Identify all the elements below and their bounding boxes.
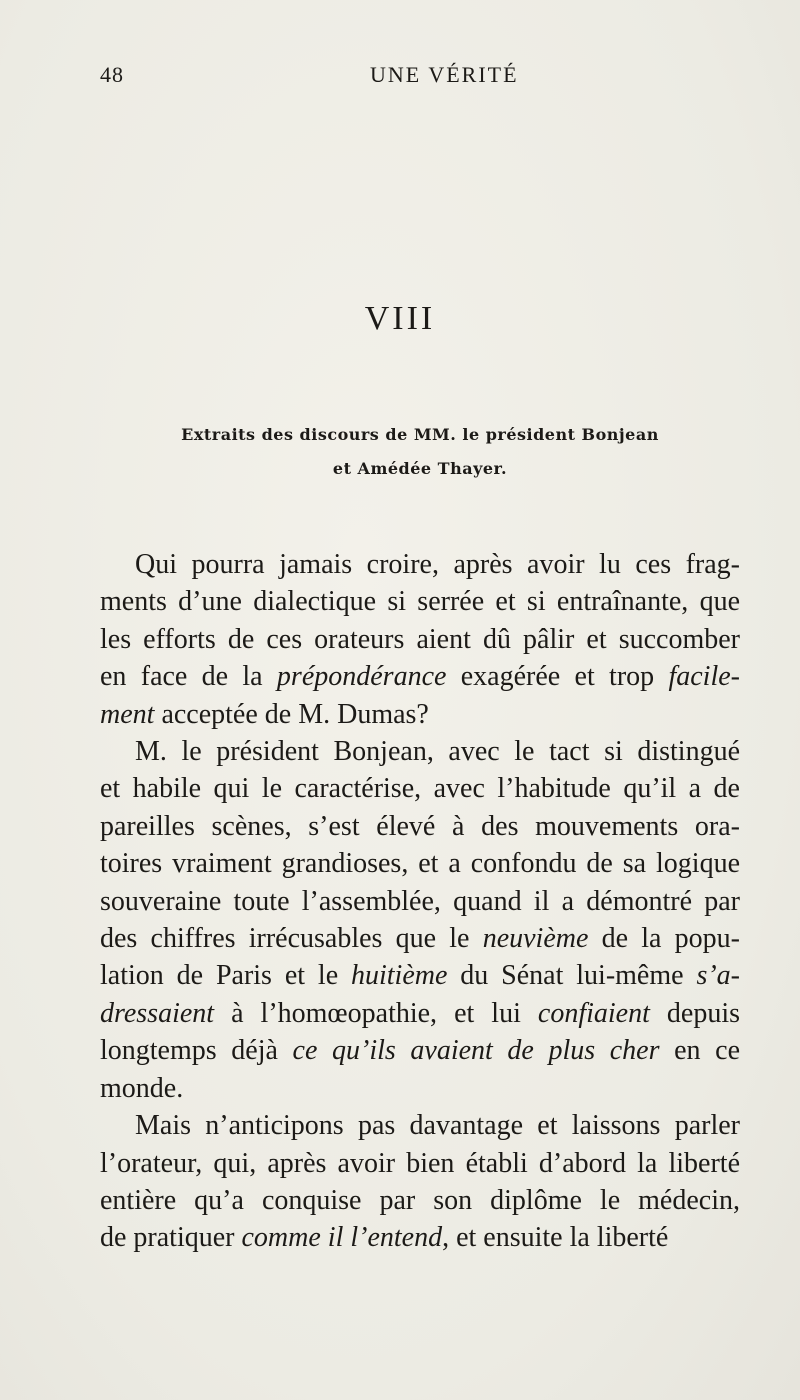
italic-run: dressaient <box>100 997 215 1029</box>
subheading-line-1: Extraits des discours de MM. le président Bonjean <box>181 425 659 444</box>
text-run: Qui pourra jamais croire, après avoir lu ces frag- <box>135 549 740 580</box>
text-line <box>100 1107 740 1144</box>
text-run: des chiffres irrécusables que le <box>100 923 483 955</box>
text-run: en ce <box>659 1035 741 1067</box>
italic-run: prépondérance <box>276 661 447 693</box>
text-line <box>100 845 740 882</box>
text-line <box>100 583 740 620</box>
text-run: lation de Paris et le <box>100 960 351 992</box>
text-run: depuis <box>649 997 740 1029</box>
body-text <box>100 546 740 1257</box>
text-line <box>100 696 740 733</box>
text-line <box>100 920 740 957</box>
text-run: entière qu’a conquise par son diplôme le médecin, <box>100 1184 740 1216</box>
running-title: UNE VÉRITÉ <box>370 62 519 87</box>
text-run: exagérée et trop <box>446 661 669 693</box>
text-line <box>100 1219 740 1256</box>
text-run: du Sénat lui-même <box>447 960 697 992</box>
subheading-line-2: et Amédée Thayer. <box>332 459 508 478</box>
italic-run: neuvième <box>482 923 589 955</box>
text-line <box>100 733 740 770</box>
text-run: l’orateur, qui, après avoir bien établi d’abord la liberté <box>100 1147 740 1179</box>
text-run: Mais n’anticipons pas davantage et laissons parler <box>135 1110 740 1142</box>
text-run: ments d’une dialectique si serrée et si entraînante, que <box>100 586 740 618</box>
italic-run: facile- <box>668 661 740 693</box>
text-line <box>100 957 740 994</box>
text-run: les efforts de ces orateurs aient dû pâlir et succomber <box>100 623 740 655</box>
text-line <box>100 1032 740 1069</box>
text-run: en face de la <box>100 661 277 693</box>
text-line <box>100 995 740 1032</box>
text-line <box>100 770 740 807</box>
paragraph <box>100 546 740 733</box>
text-run: acceptée de M. Dumas? <box>154 698 429 730</box>
text-run: , et ensuite la liberté <box>442 1222 669 1254</box>
text-run: monde. <box>100 1072 184 1104</box>
italic-run: comme il l’entend <box>241 1222 443 1254</box>
italic-run: ce qu’ils avaient de plus cher <box>292 1035 660 1067</box>
text-line <box>100 1182 740 1219</box>
text-run: souveraine toute l’assemblée, quand il a démontré par <box>100 885 740 917</box>
section-number: VIII <box>364 300 436 337</box>
text-line <box>100 1070 740 1107</box>
text-run: et habile qui le caractérise, avec l’habitude qu’il a de <box>100 773 740 805</box>
text-run: toires vraiment grandioses, et a confondu de sa logique <box>100 848 740 880</box>
italic-run: confiaient <box>537 997 650 1029</box>
page-number: 48 <box>100 62 124 87</box>
text-line <box>100 658 740 695</box>
paragraph <box>100 733 740 1107</box>
text-run: longtemps déjà <box>100 1035 293 1067</box>
text-line <box>100 621 740 658</box>
text-line <box>100 883 740 920</box>
text-run: de la popu- <box>588 923 740 955</box>
text-line <box>100 1145 740 1182</box>
text-run: à l’homœopathie, et lui <box>214 997 538 1029</box>
running-head <box>100 62 740 92</box>
italic-run: huitième <box>351 960 448 992</box>
section-subheading <box>100 418 740 486</box>
paragraph <box>100 1107 740 1257</box>
italic-run: s’a- <box>696 960 740 992</box>
text-run: pareilles scènes, s’est élevé à des mouvements ora- <box>100 810 740 842</box>
text-line <box>100 808 740 845</box>
text-run: M. le président Bonjean, avec le tact si distingué <box>135 736 740 768</box>
text-run: de pratiquer <box>100 1222 242 1254</box>
text-line <box>100 546 740 583</box>
italic-run: ment <box>100 698 155 730</box>
